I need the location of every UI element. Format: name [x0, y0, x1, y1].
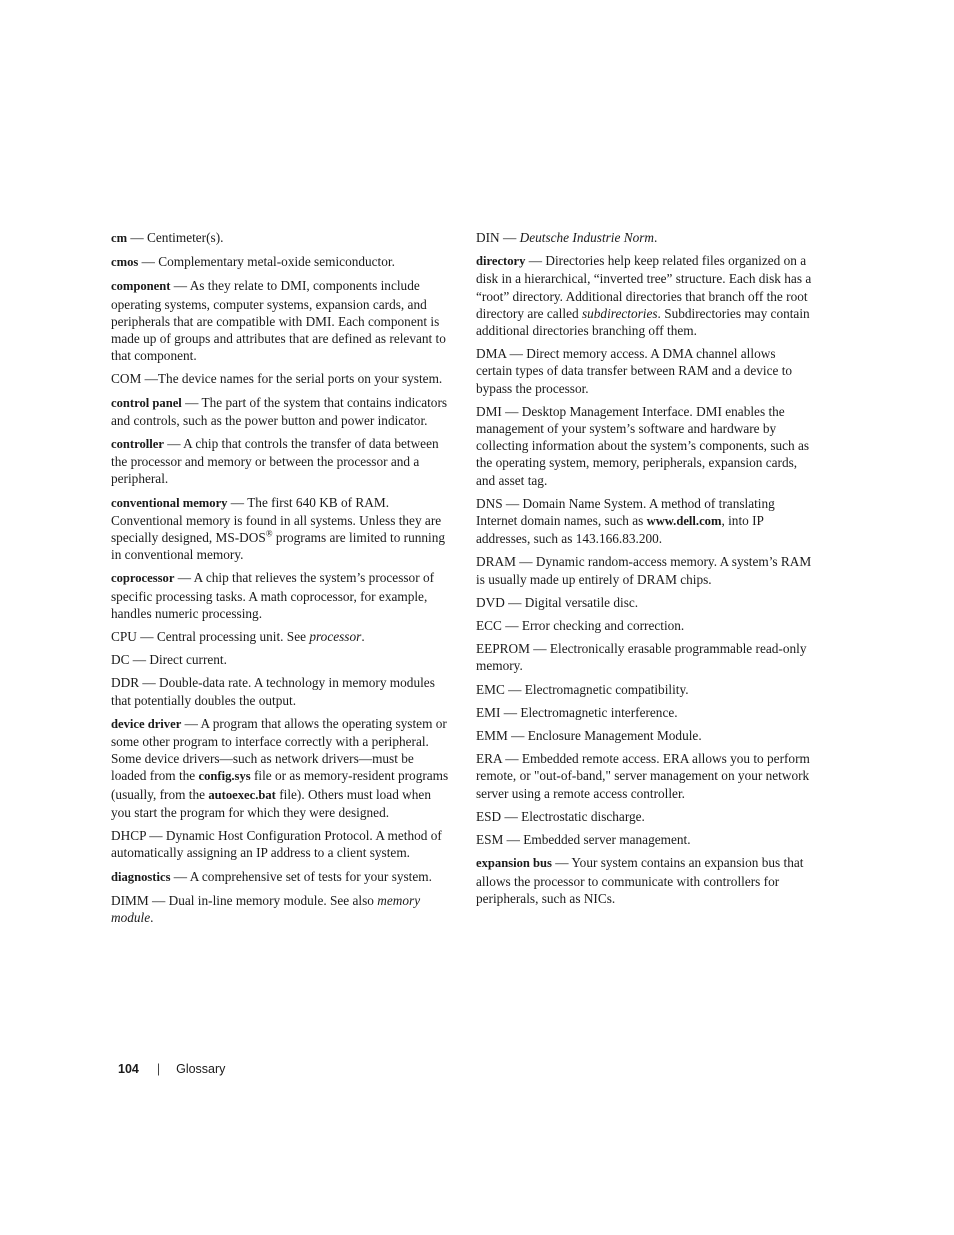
glossary-definition-text: — Error checking and correction. [501, 618, 685, 634]
bold-filename: autoexec.bat [208, 787, 276, 802]
glossary-definition-text: — Embedded remote access. ERA allows you to perform remote, or "out-of-band," server management on your network server using a remote access controller. [476, 751, 810, 801]
glossary-definition-text: . [361, 629, 365, 645]
glossary-entry-din [476, 229, 814, 246]
glossary-term: DC [111, 652, 130, 668]
glossary-definition-text: — Electromagnetic compatibility. [504, 681, 689, 697]
glossary-entry-ddr [111, 674, 449, 708]
italic-reference: subdirectories [581, 305, 658, 321]
bold-filename: www.dell.com [646, 514, 722, 529]
glossary-definition-text: — Direct current. [129, 652, 227, 668]
glossary-definition-text: — Direct memory access. A DMA channel allows certain types of data transfer between RAM and a device to bypass the processor. [476, 346, 793, 396]
glossary-term: EMC [476, 681, 505, 697]
glossary-term: DHCP [111, 828, 146, 844]
glossary-term: DVD [476, 594, 505, 610]
glossary-term: cm [111, 231, 128, 245]
glossary-entry-dimm [111, 892, 449, 926]
glossary-entry-dma [476, 345, 814, 397]
glossary-entry-emm [476, 727, 814, 744]
glossary-definition-text: — Central processing unit. See [136, 629, 310, 645]
registered-mark: ® [265, 528, 273, 539]
glossary-term: EMI [476, 704, 501, 720]
glossary-definition-text: —The device names for the serial ports on your system. [141, 371, 443, 387]
glossary-definition-text: programs are limited to running in conventional memory. [111, 530, 446, 563]
bold-filename: config.sys [198, 769, 251, 784]
glossary-definition-text: file). Others must load when you start the program for which they were designed. [111, 786, 431, 820]
glossary-entry-era [476, 750, 814, 802]
page-number: 104 [118, 1062, 139, 1076]
glossary-definition-text: . [654, 230, 658, 245]
glossary-definition-text: — A comprehensive set of tests for your system. [170, 868, 432, 884]
glossary-entry-control-panel [111, 394, 449, 429]
glossary-right-column [476, 229, 814, 913]
glossary-term: ERA [476, 751, 502, 767]
glossary-entry-conventional-memory [111, 494, 449, 564]
glossary-term: ECC [476, 618, 502, 634]
glossary-term: expansion bus [476, 856, 552, 871]
glossary-definition-text: — Domain Name System. A method of translating Internet domain names, such as [476, 495, 775, 529]
glossary-left-column [111, 229, 449, 932]
glossary-term: device driver [111, 716, 182, 731]
italic-reference: memory module [111, 892, 421, 925]
glossary-term: DIN [476, 230, 500, 245]
glossary-term: DMI [476, 403, 502, 419]
glossary-entry-eeprom [476, 640, 814, 674]
glossary-definition-text: — Electrostatic discharge. [501, 808, 645, 824]
glossary-term: directory [476, 254, 526, 269]
glossary-entry-diagnostics [111, 868, 449, 886]
glossary-definition-text: — The part of the system that contains indicators and controls, such as the power button and power indicator. [111, 394, 448, 428]
glossary-definition-text: — As they relate to DMI, components include operating systems, computer systems, expansion cards, and peripherals that are compatible with DMI. Each component is made up of groups and attributes that are defined as relevant to that component. [111, 278, 446, 364]
italic-reference: processor [309, 629, 362, 645]
glossary-entry-esm [476, 831, 814, 848]
glossary-term: EMM [476, 728, 508, 744]
glossary-entry-cmos [111, 253, 449, 271]
glossary-definition-text: . [150, 909, 154, 925]
glossary-term: conventional memory [111, 495, 228, 510]
glossary-term: DDR [111, 675, 140, 691]
glossary-entry-dvd [476, 594, 814, 611]
footer-section-title: Glossary [176, 1062, 226, 1076]
page-footer [118, 1062, 225, 1076]
glossary-definition-text: — Dynamic Host Configuration Protocol. A method of automatically assigning an IP address to a client system. [111, 828, 442, 861]
glossary-term: control panel [111, 395, 182, 410]
glossary-term: DMA [476, 346, 507, 362]
glossary-entry-device-driver [111, 715, 449, 821]
glossary-term: CPU [111, 629, 137, 645]
glossary-definition-text: — Your system contains an expansion bus that allows the processor to communicate with controllers for peripherals, such as NICs. [476, 855, 804, 906]
italic-reference: Deutsche Industrie Norm [519, 230, 655, 245]
glossary-entry-com [111, 370, 449, 387]
glossary-definition-text: file or as memory-resident programs (usually, from the [111, 768, 449, 802]
glossary-term: coprocessor [111, 571, 175, 586]
glossary-definition-text: — [499, 230, 520, 245]
glossary-definition-text: — Complementary metal-oxide semiconductor. [138, 254, 395, 270]
glossary-definition-text: — A chip that relieves the system’s processor of specific processing tasks. A math coprocessor, for example, handles numeric processing. [111, 570, 435, 621]
glossary-definition-text: — Digital versatile disc. [504, 594, 639, 610]
glossary-term: cmos [111, 255, 139, 270]
glossary-term: COM [111, 371, 142, 387]
glossary-entry-cpu [111, 628, 449, 645]
glossary-entry-expansion-bus [476, 854, 814, 907]
glossary-definition-text: . Subdirectories may contain additional directories branching off them. [476, 305, 810, 339]
glossary-term: component [111, 279, 171, 294]
glossary-definition-text: , into IP addresses, such as 143.166.83.200. [476, 513, 764, 547]
glossary-term: controller [111, 437, 164, 452]
glossary-term: diagnostics [111, 869, 171, 884]
glossary-entry-component [111, 277, 449, 364]
glossary-definition-text: — Enclosure Management Module. [507, 728, 702, 744]
glossary-entry-directory [476, 252, 814, 339]
glossary-definition-text: — A program that allows the operating system or some other program to interface correctly with a peripheral. Some device drivers—such as network drivers—must be loaded from the [111, 715, 447, 784]
glossary-term: ESD [476, 808, 502, 824]
glossary-definition-text: — Dual in-line memory module. See also [148, 892, 378, 908]
glossary-entry-controller [111, 435, 449, 488]
glossary-definition-text: — A chip that controls the transfer of data between the processor and memory or between the processor and a peripheral. [111, 436, 439, 487]
glossary-term: DRAM [476, 554, 516, 570]
glossary-definition-text: — Dynamic random-access memory. A system’s RAM is usually made up entirely of DRAM chips. [476, 554, 812, 587]
glossary-definition-text: — The first 640 KB of RAM. Conventional memory is found in all systems. Unless they are specially designed, MS-DOS [111, 494, 442, 546]
glossary-definition-text: — Electronically erasable programmable read-only memory. [476, 641, 807, 674]
glossary-entry-dc [111, 651, 449, 668]
glossary-definition-text: — Embedded server management. [503, 832, 691, 848]
glossary-term: ESM [476, 832, 504, 848]
glossary-entry-emi [476, 704, 814, 721]
glossary-term: DNS [476, 495, 503, 511]
glossary-entry-dhcp [111, 827, 449, 861]
glossary-entry-cm [111, 229, 449, 247]
glossary-definition-text: — Directories help keep related files organized on a disk in a hierarchical, “inverted tree” structure. Each disk has a “root” directory. Additional directories that branch off the root directory are called [476, 253, 812, 321]
footer-separator: | [156, 1062, 161, 1076]
glossary-definition-text: — Electromagnetic interference. [500, 704, 678, 720]
glossary-entry-ecc [476, 617, 814, 634]
glossary-definition-text: — Desktop Management Interface. DMI enables the management of your system’s software and hardware by collecting information about the system’s components, such as the operating system, memory, peripherals, expansion cards, and asset tag. [476, 403, 810, 488]
glossary-term: DIMM [111, 892, 149, 908]
glossary-definition-text: — Centimeter(s). [127, 230, 224, 245]
glossary-definition-text: — Double-data rate. A technology in memory modules that potentially doubles the output. [111, 675, 435, 708]
glossary-entry-dns [476, 495, 814, 548]
glossary-entry-esd [476, 808, 814, 825]
glossary-entry-coprocessor [111, 569, 449, 622]
glossary-entry-dram [476, 553, 814, 587]
glossary-term: EEPROM [476, 641, 530, 657]
glossary-entry-dmi [476, 403, 814, 489]
glossary-entry-emc [476, 681, 814, 698]
